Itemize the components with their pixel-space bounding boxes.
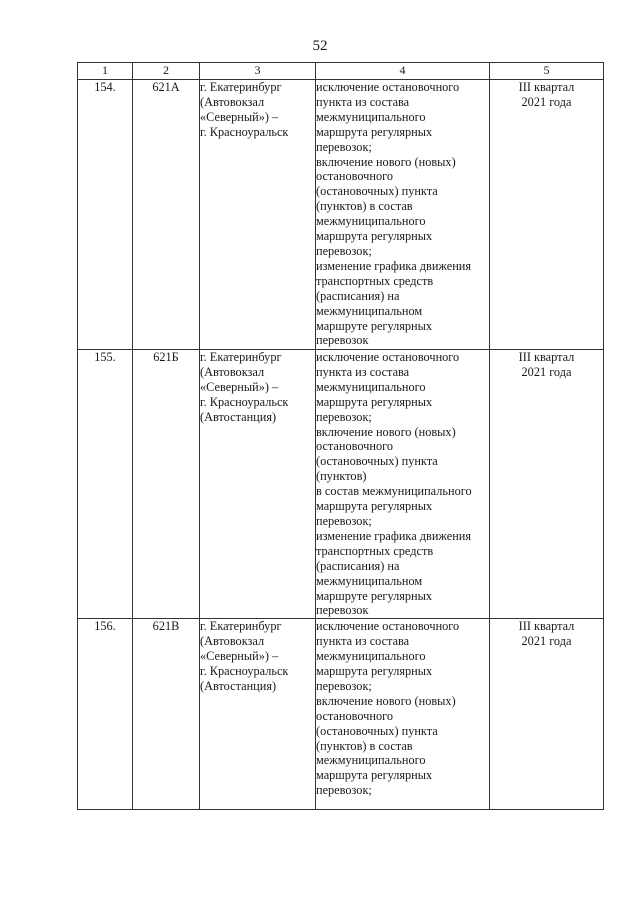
- table-row: [78, 350, 604, 619]
- change-line: межмуниципального: [316, 214, 426, 229]
- change-line: перевозок;: [316, 678, 372, 693]
- change-line: (пунктов) в состав: [316, 738, 413, 753]
- deadline: [490, 619, 604, 810]
- change-line: перевозок;: [316, 513, 372, 528]
- change-line: остановочного: [316, 708, 393, 723]
- change-line: перевозок: [316, 333, 369, 348]
- change-line: перевозок;: [316, 409, 372, 424]
- change-line: изменение графика движения: [316, 258, 472, 273]
- change-line: межмуниципального: [316, 753, 426, 768]
- route-path: [200, 350, 316, 619]
- route-number: 621А: [133, 80, 200, 350]
- change-line: перевозок: [316, 603, 369, 618]
- route-path-line: г. Красноуральск: [200, 124, 289, 139]
- change-line: (остановочных) пункта: [316, 454, 438, 469]
- route-path-line: «Северный») –: [200, 649, 279, 664]
- change-line: перевозок;: [316, 243, 372, 258]
- change-line: (пунктов) в состав: [316, 199, 413, 214]
- change-line: межмуниципальном: [316, 303, 423, 318]
- deadline-line: 2021 года: [521, 364, 572, 379]
- change-line: включение нового (новых): [316, 154, 456, 169]
- change-line: маршрута регулярных: [316, 124, 433, 139]
- route-path-line: (Автовокзал: [200, 634, 265, 649]
- change-line: межмуниципальном: [316, 573, 423, 588]
- change-line: маршруте регулярных: [316, 588, 433, 603]
- change-line: маршрута регулярных: [316, 499, 433, 514]
- change-line: маршрута регулярных: [316, 394, 433, 409]
- change-line: (расписания) на: [316, 558, 400, 573]
- change-line: маршрута регулярных: [316, 768, 433, 783]
- change-line: межмуниципального: [316, 379, 426, 394]
- route-path-line: (Автостанция): [200, 409, 277, 424]
- route-path-line: (Автовокзал: [200, 364, 265, 379]
- change-line: маршрута регулярных: [316, 664, 433, 679]
- column-header-1: 1: [78, 63, 133, 80]
- row-number: 154.: [78, 80, 133, 350]
- change-line: пункта из состава: [316, 94, 410, 109]
- change-line: (остановочных) пункта: [316, 723, 438, 738]
- route-path-line: г. Красноуральск: [200, 664, 289, 679]
- route-path-line: г. Екатеринбург: [200, 80, 282, 94]
- change-line: межмуниципального: [316, 109, 426, 124]
- change-line: исключение остановочного: [316, 619, 460, 634]
- change-line: изменение графика движения: [316, 528, 472, 543]
- route-number: 621В: [133, 619, 200, 810]
- route-path-line: (Автовокзал: [200, 94, 265, 109]
- change-line: перевозок;: [316, 783, 372, 798]
- route-path-line: «Северный») –: [200, 379, 279, 394]
- column-header-4: 4: [316, 63, 490, 80]
- column-header-5: 5: [490, 63, 604, 80]
- change-line: (остановочных) пункта: [316, 184, 438, 199]
- route-path: [200, 619, 316, 810]
- table-row: [78, 619, 604, 810]
- change-line: транспортных средств: [316, 273, 434, 288]
- change-line: транспортных средств: [316, 543, 434, 558]
- route-path-line: г. Екатеринбург: [200, 619, 282, 634]
- change-line: остановочного: [316, 439, 393, 454]
- route-changes: [316, 619, 490, 810]
- page-number: 52: [312, 38, 328, 54]
- route-path-line: г. Екатеринбург: [200, 350, 282, 364]
- change-line: включение нового (новых): [316, 424, 456, 439]
- deadline-line: 2021 года: [521, 634, 572, 649]
- row-number: 155.: [78, 350, 133, 619]
- row-number: 156.: [78, 619, 133, 810]
- change-line: пункта из состава: [316, 634, 410, 649]
- change-line: остановочного: [316, 169, 393, 184]
- change-line: маршрута регулярных: [316, 229, 433, 244]
- route-number: 621Б: [133, 350, 200, 619]
- column-header-2: 2: [133, 63, 200, 80]
- deadline-line: III квартал: [518, 350, 575, 364]
- deadline-line: III квартал: [518, 619, 575, 634]
- route-changes: [316, 80, 490, 350]
- change-line: пункта из состава: [316, 364, 410, 379]
- deadline-line: 2021 года: [521, 94, 572, 109]
- change-line: маршруте регулярных: [316, 318, 433, 333]
- change-line: (пунктов): [316, 469, 367, 484]
- route-path-line: «Северный») –: [200, 109, 279, 124]
- table-header-row: [78, 63, 604, 80]
- deadline: [490, 80, 604, 350]
- deadline-line: III квартал: [518, 80, 575, 94]
- change-line: (расписания) на: [316, 288, 400, 303]
- change-line: исключение остановочного: [316, 350, 460, 364]
- column-header-3: 3: [200, 63, 316, 80]
- route-path-line: (Автостанция): [200, 678, 277, 693]
- change-line: включение нового (новых): [316, 693, 456, 708]
- change-line: в состав межмуниципального: [316, 484, 472, 499]
- table-row: [78, 80, 604, 350]
- route-changes: [316, 350, 490, 619]
- change-line: перевозок;: [316, 139, 372, 154]
- deadline: [490, 350, 604, 619]
- route-path-line: г. Красноуральск: [200, 394, 289, 409]
- change-line: исключение остановочного: [316, 80, 460, 94]
- route-path: [200, 80, 316, 350]
- change-line: межмуниципального: [316, 649, 426, 664]
- route-changes-table: [77, 62, 604, 810]
